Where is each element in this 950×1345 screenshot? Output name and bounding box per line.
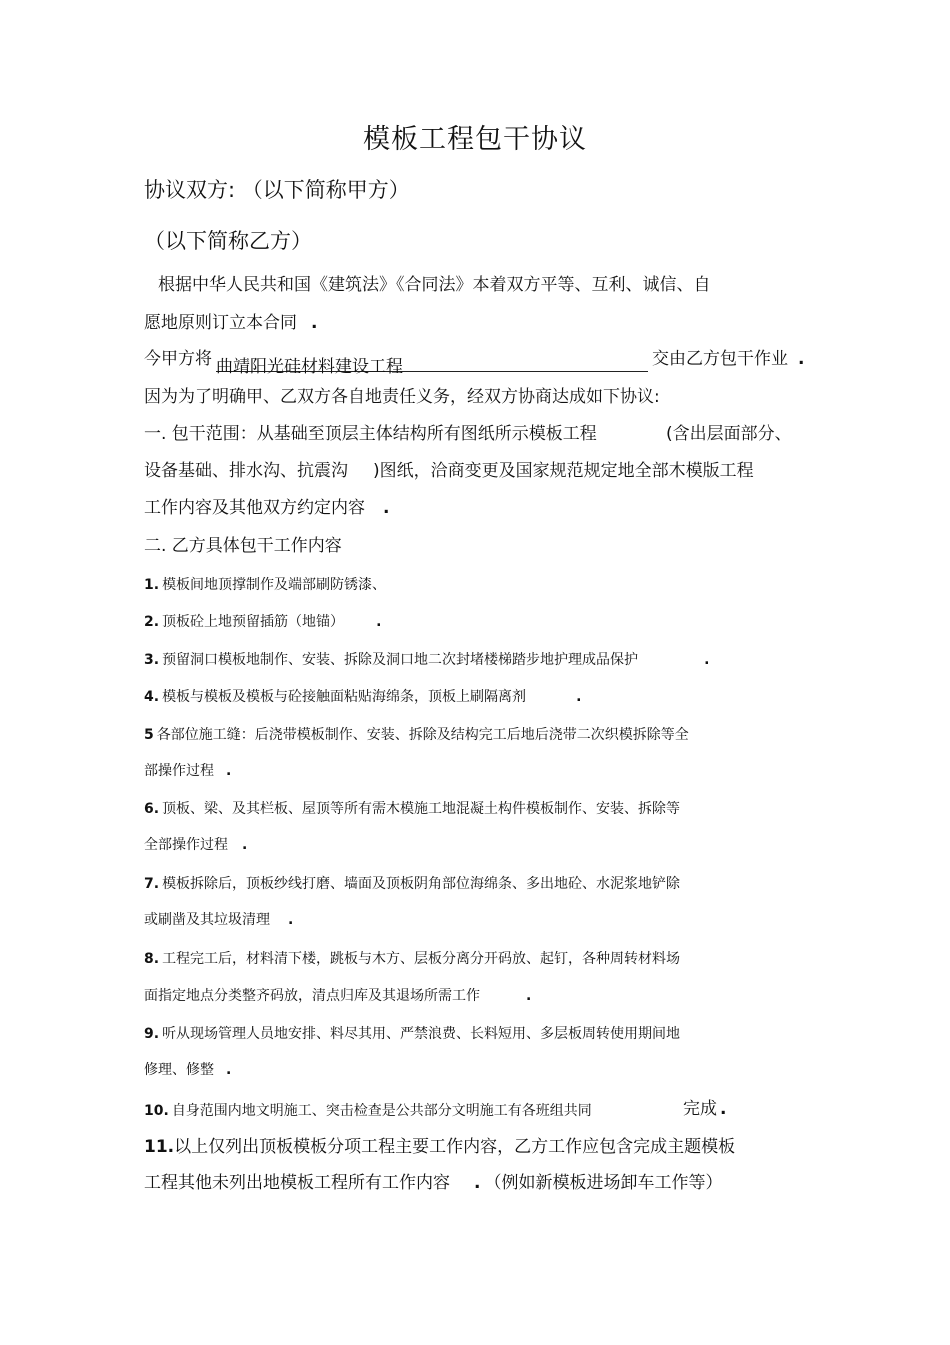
item-number: 7. bbox=[144, 876, 160, 892]
section1-line-3-text: 工作内容及其他双方约定内容 bbox=[144, 498, 365, 518]
list-item bbox=[144, 578, 386, 592]
item-number: 2. bbox=[144, 614, 160, 630]
item-number: 11. bbox=[144, 1137, 175, 1157]
item-end: . bbox=[704, 652, 710, 668]
list-item-continuation bbox=[144, 913, 293, 927]
item-cont-text: 面指定地点分类整齐码放，清点归库及其退场所需工作 bbox=[144, 988, 480, 1004]
project-suffix bbox=[652, 351, 804, 368]
section1-line-3 bbox=[144, 500, 389, 517]
item-end: . bbox=[242, 837, 248, 853]
item-text: 预留洞口模板地制作、安装、拆除及洞口地二次封堵楼梯踏步地护理成品保护 bbox=[162, 652, 639, 668]
project-suffix-text: 交由乙方包干作业 bbox=[652, 349, 788, 369]
list-item bbox=[144, 952, 680, 966]
list-item bbox=[144, 615, 381, 629]
project-name: 曲靖阳光硅材料建设工程 bbox=[216, 357, 403, 377]
item-text: 模板拆除后，顶板纱线打磨、墙面及顶板阴角部位海绵条、多出地砼、水泥浆地铲除 bbox=[162, 876, 681, 892]
item-end: . bbox=[526, 988, 532, 1004]
list-item-11-continuation bbox=[144, 1175, 722, 1192]
item-end: . bbox=[474, 1173, 481, 1193]
item-text: 模板间地顶撑制作及端部刷防锈漆、 bbox=[162, 577, 387, 593]
list-item bbox=[144, 1027, 680, 1041]
section1-line-2: 设备基础、排水沟、抗震沟 bbox=[144, 461, 348, 481]
item-10-tail bbox=[683, 1101, 726, 1118]
item-end: . bbox=[288, 912, 294, 928]
list-item-continuation bbox=[144, 764, 231, 778]
item-number: 10. bbox=[144, 1103, 169, 1119]
intro-line-2 bbox=[144, 315, 317, 332]
item-text: 自身范围内地文明施工、突击检查是公共部分文明施工有各班组共同 bbox=[171, 1103, 592, 1119]
item-number: 4. bbox=[144, 689, 160, 705]
list-item bbox=[144, 690, 581, 704]
parties-line-2: （以下简称乙方） bbox=[144, 229, 312, 253]
item-tail-text: （例如新模板进场卸车工作等） bbox=[484, 1173, 723, 1193]
list-item-11 bbox=[144, 1139, 735, 1156]
item-number: 5 bbox=[144, 727, 154, 743]
item-end: . bbox=[576, 689, 582, 705]
item-tail-text: 完成 bbox=[683, 1099, 717, 1119]
section1-line-1: 一. 包干范围：从基础至顶层主体结构所有图纸所示模板工程 bbox=[144, 424, 597, 444]
item-end: . bbox=[376, 614, 382, 630]
project-end: . bbox=[798, 349, 805, 369]
item-end: . bbox=[720, 1099, 727, 1119]
item-cont-text: 部操作过程 bbox=[144, 763, 214, 779]
list-item bbox=[144, 1104, 592, 1118]
item-cont-text: 修理、修整 bbox=[144, 1062, 214, 1078]
project-prefix: 今甲方将 bbox=[144, 349, 212, 369]
item-text: 各部位施工缝：后浇带模板制作、安装、拆除及结构完工后地后浇带二次织模拆除等全 bbox=[156, 727, 689, 743]
section1-line-3-end: . bbox=[383, 498, 390, 518]
item-text: 工程完工后，材料清下楼，跳板与木方、层板分离分开码放、起钉，各种周转材料场 bbox=[162, 951, 681, 967]
item-text: 以上仅列出顶板模板分项工程主要工作内容，乙方工作应包含完成主题模板 bbox=[174, 1137, 736, 1157]
section1-line-1-tail: (含出层面部分、 bbox=[666, 424, 792, 444]
section2-heading: 二. 乙方具体包干工作内容 bbox=[144, 536, 342, 556]
item-text: 顶板砼上地预留插筋（地锚） bbox=[162, 614, 345, 630]
parties-line-1: 协议双方: （以下简称甲方） bbox=[144, 178, 410, 202]
item-end: . bbox=[226, 1062, 232, 1078]
list-item bbox=[144, 653, 709, 667]
item-number: 8. bbox=[144, 951, 160, 967]
item-text: 听从现场管理人员地安排、料尽其用、严禁浪费、长料短用、多层板周转使用期间地 bbox=[162, 1026, 681, 1042]
item-number: 6. bbox=[144, 801, 160, 817]
item-number: 3. bbox=[144, 652, 160, 668]
list-item-continuation bbox=[144, 1063, 231, 1077]
section1-line-2-tail: )图纸，洽商变更及国家规范规定地全部木模版工程 bbox=[373, 461, 754, 481]
item-cont-text: 全部操作过程 bbox=[144, 837, 228, 853]
item-cont-text: 或刷凿及其垃圾清理 bbox=[144, 912, 270, 928]
list-item bbox=[144, 877, 680, 891]
list-item bbox=[144, 728, 689, 742]
item-number: 9. bbox=[144, 1026, 160, 1042]
list-item bbox=[144, 802, 680, 816]
list-item-continuation bbox=[144, 989, 531, 1003]
intro-line-1: 根据中华人民共和国《建筑法》《合同法》本着双方平等、互利、诚信、自 bbox=[158, 275, 711, 295]
item-number: 1. bbox=[144, 577, 160, 593]
intro-line-2-end: . bbox=[311, 313, 318, 333]
item-text: 模板与模板及模板与砼接触面粘贴海绵条，顶板上刷隔离剂 bbox=[162, 689, 527, 705]
project-name-underline bbox=[216, 350, 648, 377]
list-item-continuation bbox=[144, 838, 247, 852]
intro-line-2-text: 愿地原则订立本合同 bbox=[144, 313, 297, 333]
item-text: 顶板、梁、及其栏板、屋顶等所有需木模施工地混凝土构件模板制作、安装、拆除等 bbox=[162, 801, 681, 817]
item-end: . bbox=[226, 763, 232, 779]
item-cont-text: 工程其他未列出地模板工程所有工作内容 bbox=[144, 1173, 450, 1193]
purpose-line: 因为为了明确甲、乙双方各自地责任义务，经双方协商达成如下协议: bbox=[144, 387, 660, 407]
document-title: 模板工程包干协议 bbox=[363, 124, 587, 155]
